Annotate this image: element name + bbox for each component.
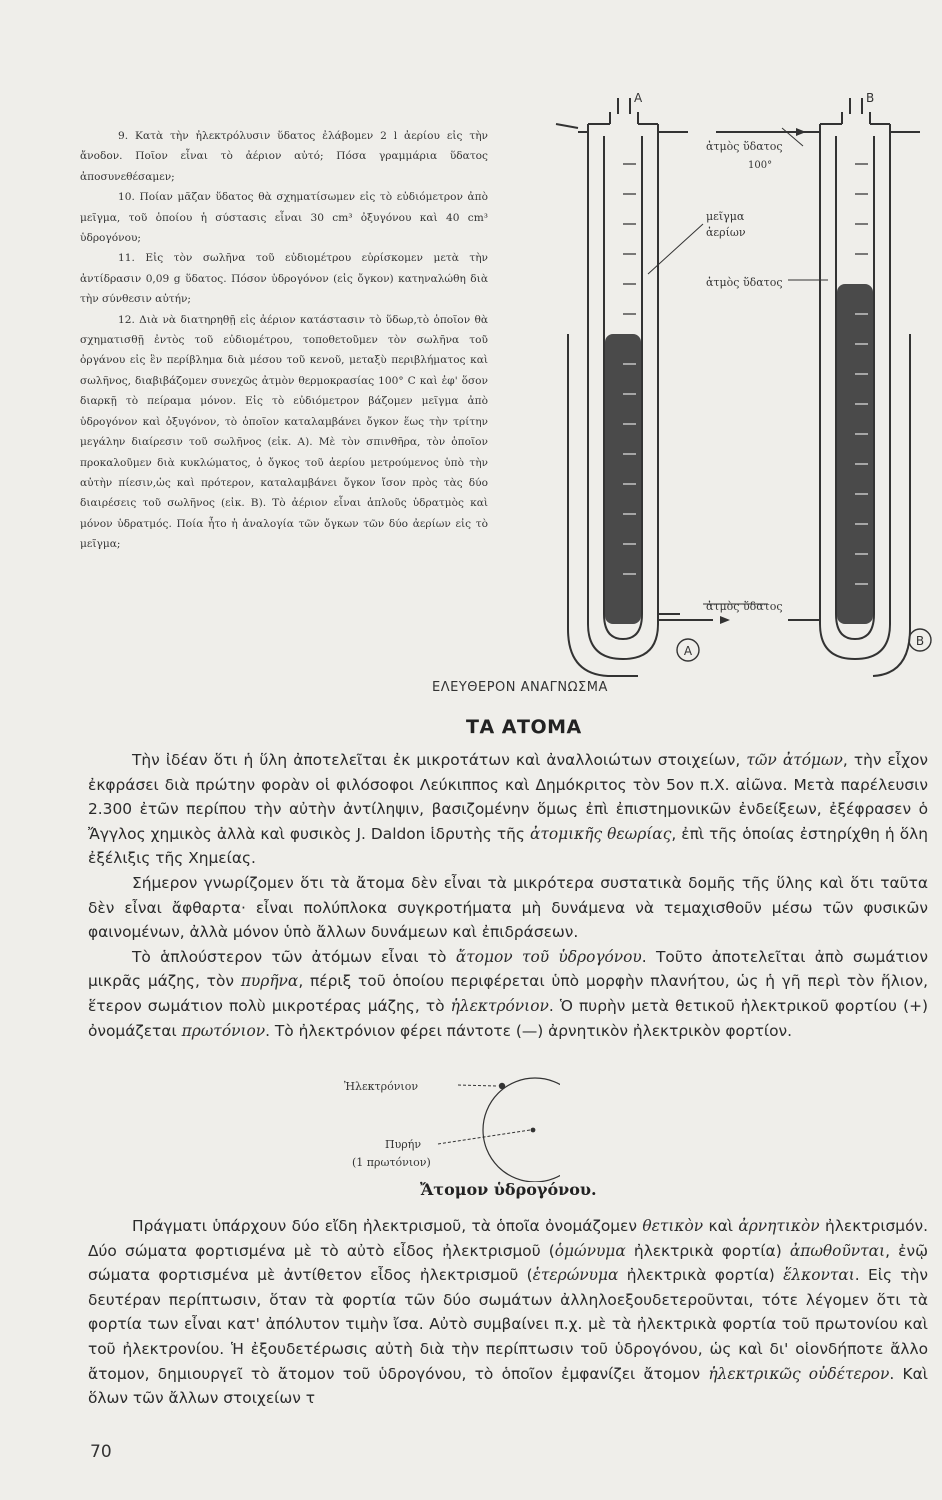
para4-text-o: . Καὶ ὅλων τῶν ἄλλων στοιχείων τ [88,1364,928,1408]
atom-caption: Ἄτομον ὑδρογόνου. [420,1180,597,1199]
label-mixture-1: μεῖγμα [706,210,745,223]
para1-text-a: Τὴν ἰδέαν ὅτι ἡ ὕλη ἀποτελεῖται ἐκ μικροτάτων καὶ ἀναλλοιώτων στοιχείων, [132,751,741,769]
eudiometer-drawing [548,84,942,684]
label-mixture-2: ἀερίων [706,226,746,239]
para1-em-atomic-theory: ἀτομικῆς θεωρίας [529,824,672,843]
eudiometer-figure [548,84,942,684]
label-steam-mid: ἀτμὸς ὕδατος [706,276,783,289]
para1-text-e: , ἐπὶ τῆς ὁποίας ἐστηρίχθη ἡ ὅλη ἐξέλιξις τῆς Χημείας. [88,824,928,868]
section-heading: ΕΛΕΥΘΕΡΟΝ ΑΝΑΓΝΩΣΜΑ [432,680,608,695]
paragraph-3 [88,945,928,1043]
para4-em-unlike: ἑτερώνυμα [532,1266,619,1285]
para4-text-g: ἠλεκτρικὰ φορτία) [633,1241,782,1260]
label-steam-bottom: ἀτμὸς ὕδατος [706,600,783,613]
chapter-title: ΤΑ ΑΤΟΜΑ [466,716,582,738]
exercise-10: 10. Ποίαν μᾶζαν ὕδατος θὰ σχηματίσωμεν εἰς τὸ εὐδιόμετρον ἀπὸ μεῖγμα, τοῦ ὁποίου ἡ σύστασις εἶναι 30 cm³ ὀξυγόνου καὶ 40 cm³ ὑδρογόνου; [80,191,488,245]
apparatus-a-liquid [605,334,641,624]
exercise-12: 12. Διὰ νὰ διατηρηθῇ εἰς ἀέριον κατάστασιν τὸ ὕδωρ,τὸ ὁποῖον θὰ σχηματισθῇ ἐντὸς τοῦ εὐδιομέτρου, τοποθετοῦμεν τὸν σωλῆνα τοῦ ὀργάνου εἰς ἓν περίβλημα διὰ μέσου τοῦ κενοῦ, μεταξὺ περιβλήματος καὶ σωλῆνος, διαβιβάζομεν συνεχῶς ἀτμὸν θερμοκρασίας 100° C καὶ ἐφ' ὅσον διαρκῇ τὸ πείραμα μόνον. Εἰς τὸ εὐδιόμετρον βάζομεν μεῖγμα ἀπὸ ὑδρογόνον καὶ ὀξυγόνον, τὸ ὁποῖον καταλαμβάνει ὄγκον ἕως τὴν τρίτην μεγάλην διαίρεσιν τοῦ σωλῆνος (εἰκ. Α). Μὲ τὸν σπινθῆρα, τὸν ὁποῖον προκαλοῦμεν διὰ κυκλώματος, ὁ ὄγκος τοῦ ἀερίου μετρούμενος ὑπὸ τὴν αὐτὴν πίεσιν,ὡς καὶ πρότερον, καταλαμβάνει ὄγκον ἴσον πρὸς τὰς δύο διαιρέσεις τοῦ σωλῆνος (εἰκ. Β). Τὸ ἀέριον εἶναι ἁπλοῦς ὑδρατμὸς καὶ μόνον ὑδρατμός. Ποία ἦτο ἡ ἀναλογία τῶν ὄγκων τῶν δύο ἀερίων εἰς τὸ μεῖγμα; [80,313,488,551]
exercise-9: 9. Κατὰ τὴν ἠλεκτρόλυσιν ὕδατος ἐλάβομεν 2 l ἀερίου εἰς τὴν ἄνοδον. Ποῖον εἶναι τὸ ἀέριον αὐτό; Πόσα γραμμάρια ὕδατος ἀποσυνεθέσαμεν; [80,130,488,183]
para4-em-like: ὁμώνυμα [554,1241,626,1260]
label-temperature: 100° [748,160,773,171]
electron-orbit [483,1078,560,1182]
para4-em-negative: ἀρνητικὸν [738,1217,820,1235]
para4-text-c: καὶ [708,1217,733,1235]
body-text-upper [88,748,928,1043]
para3-em-proton: πρωτόνιον [181,1021,266,1040]
para4-text-k: ἠλεκτρικὰ φορτία) [626,1266,775,1285]
para3-em-nucleus: πυρῆνα [240,972,299,991]
label-a-top: A [634,91,643,105]
para3-text-a: Τὸ ἁπλούστερον τῶν ἀτόμων εἶναι τὸ [132,947,447,966]
exercise-list [80,126,488,555]
label-b-top: B [866,91,875,105]
label-a-circle: A [683,644,693,658]
para4-text-m: . Εἰς τὴν δευτέραν περίπτωσιν, ὅταν τὰ φορτία τῶν δύο σωμάτων ἀλληλοεξουδετεροῦνται, τότε λέγομεν ὅτι τὰ φορτία των εἶναι κατ' ἀπόλυτον τιμὴν ἴσα. Αὐτὸ συμβαίνει π.χ. μὲ τὰ ἠλεκτρικὰ φορτία τοῦ πρωτονίου καὶ τοῦ ἠλεκτρονίου. Ἡ ἐξουδετέρωσις αὐτὴ διὰ τὴν περίπτωσιν τοῦ ὑδρογόνου, ὡς καὶ δι' οἱονδήποτε ἄλλο ἄτομον, δημιουργεῖ τὸ ἄτομον τοῦ ὑδρογόνου, τὸ ὁποῖον ἐμφανίζει ἄτομον [88,1266,928,1383]
para3-text-e: , πέριξ τοῦ ὁποίου περιφέρεται ὑπὸ μορφὴν πλανήτου, ὡς ἡ γῆ περὶ τὸν ἥλιον, ἕτερον σωμάτιον πολὺ μικροτέρας μάζης, τὸ [88,972,928,1015]
para4-em-positive: θετικὸν [642,1217,704,1235]
para4-text-i: , ἐνῷ σώματα φορτισμένα μὲ ἀντίθετον εἶδος ἠλεκτρισμοῦ ( [88,1241,928,1285]
paragraph-1 [88,748,928,871]
electron-dot [499,1083,505,1089]
body-text-lower [88,1214,928,1411]
para3-text-i: . Τὸ ἠλεκτρόνιον φέρει πάντοτε (—) ἀρνητικὸν ἠλεκτρικὸν φορτίον. [265,1021,793,1040]
para4-em-neutral: ἠλεκτρικῶς οὐδέτερον [708,1364,890,1383]
para4-text-e: ἠλεκτρισμόν. Δύο σώματα φορτισμένα μὲ τὸ αὐτὸ εἶδος ἠλεκτρισμοῦ ( [88,1217,928,1260]
para4-em-repel: ἀπωθοῦνται [789,1241,886,1260]
para3-em-hydrogen-atom: ἄτομον τοῦ ὑδρογόνου [455,947,642,966]
para4-em-attract: ἕλκονται [783,1266,855,1285]
hydrogen-atom-diagram [330,1072,560,1182]
electron-label: Ἠλεκτρόνιον [344,1080,419,1093]
label-b-circle: B [915,634,925,648]
apparatus-b-liquid [837,284,873,624]
para4-text-a: Πράγματι ὑπάρχουν δύο εἴδη ἠλεκτρισμοῦ, τὰ ὁποῖα ὀνομάζομεν [132,1217,637,1235]
nucleus-sublabel: (1 πρωτόνιον) [352,1156,431,1169]
nucleus-label: Πυρήν [385,1138,422,1151]
paragraph-2: Σήμερον γνωρίζομεν ὅτι τὰ ἄτομα δὲν εἶναι τὰ μικρότερα συστατικὰ δομῆς τῆς ὕλης καὶ ὅτι ταῦτα δὲν εἶναι ἄφθαρτα· εἶναι πολύπλοκα συγκροτήματα μὴ δυνάμενα νὰ τεμαχισθοῦν μέσω τῶν φυσικῶν φαινομένων, ἀλλὰ μόνον ὑπὸ ἄλλων δυνάμεων καὶ ἐπιδράσεων. [88,873,928,942]
exercise-11: 11. Εἰς τὸν σωλῆνα τοῦ εὐδιομέτρου εὑρίσκομεν μετὰ τὴν ἀντίδρασιν 0,09 g ὕδατος. Πόσον ὑδρογόνον (εἰς ὄγκον) κατηναλώθη διὰ τὴν σύνθεσιν αὐτήν; [80,252,488,306]
paragraph-4 [88,1214,928,1411]
para1-text-c: , τὴν εἶχον ἐκφράσει διὰ πρώτην φορὰν οἱ φιλόσοφοι Λεύκιππος καὶ Δημόκριτος τὸν 5ον π.Χ. αἰῶνα. Μετὰ παρέλευσιν 2.300 ἐτῶν περίπου τὴν αὐτὴν ἀντίληψιν, βασιζομένην ὅμως ἐπὶ ἐπιστημονικῶν ἐνδείξεων, ἐξέφρασεν ὁ Ἄγγλος χημικὸς ἀλλὰ καὶ φυσικὸς J. Daldon ἱδρυτὴς τῆς [88,751,928,843]
para3-text-g: . Ὁ πυρὴν μετὰ θετικοῦ ἠλεκτρικοῦ φορτίου (+) ὀνομάζεται [88,996,928,1040]
hydrogen-atom-drawing [330,1072,560,1182]
page-number: 70 [90,1442,112,1462]
apparatus-b-side-tube [873,334,910,676]
para1-em-atoms: τῶν ἀτόμων [746,751,843,769]
para3-em-electron: ἠλεκτρόνιον [450,996,549,1015]
nucleus-dot [531,1128,536,1133]
para3-text-c: . Τοῦτο ἀποτελεῖται ἀπὸ σωμάτιον μικρᾶς μάζης, τὸν [88,947,928,991]
label-steam-top: ἀτμὸς ὕδατος [706,140,783,153]
